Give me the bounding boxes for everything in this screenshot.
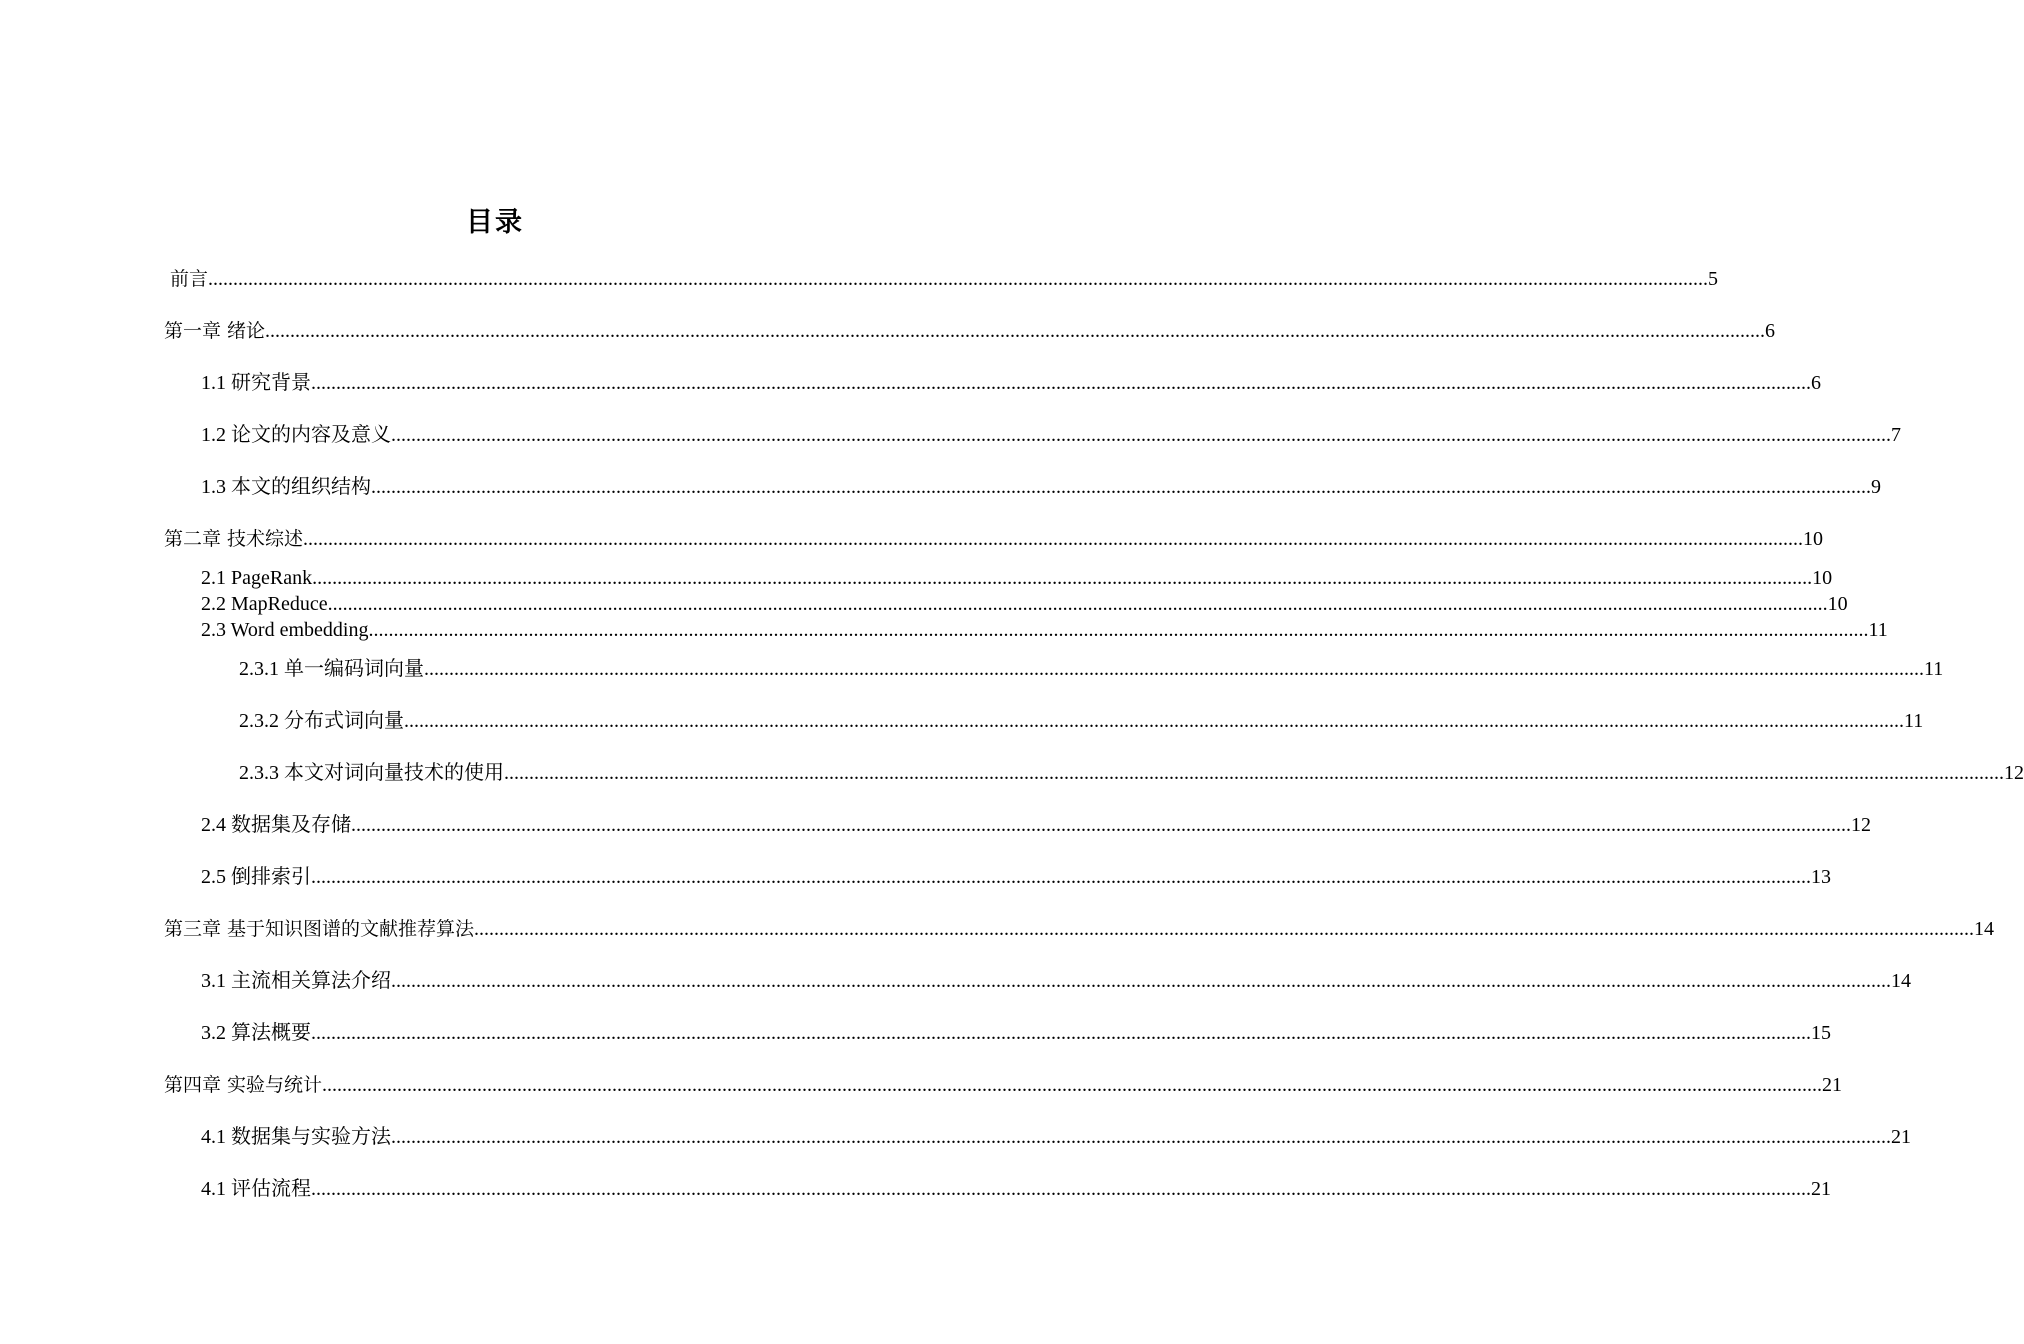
toc-leader-dots: ............................................................................................................................................................................................................................................................................................................ <box>368 619 1869 641</box>
toc-entry-label: 2.5 倒排索引 <box>201 866 311 888</box>
toc-entry[interactable] <box>201 616 1888 644</box>
toc-leader-dots: ............................................................................................................................................................................................................................................................................................................ <box>371 476 1871 498</box>
toc-entry-label: 第三章 基于知识图谱的文献推荐算法 <box>164 918 475 940</box>
toc-entry[interactable] <box>164 1071 1843 1099</box>
toc-leader-dots: ............................................................................................................................................................................................................................................................................................................ <box>327 593 1828 615</box>
toc-entry[interactable] <box>239 655 1944 683</box>
toc-entry-page: 12 <box>2004 762 2024 784</box>
toc-entry-page: 7 <box>1891 424 1901 446</box>
toc-entry-label: 1.1 研究背景 <box>201 372 311 394</box>
toc-leader-dots: ............................................................................................................................................................................................................................................................................................................ <box>303 528 1804 550</box>
toc-entry-page: 21 <box>1811 1178 1831 1200</box>
toc-leader-dots: ............................................................................................................................................................................................................................................................................................................ <box>311 866 1811 888</box>
toc-entry-label: 2.3.3 本文对词向量技术的使用 <box>239 762 504 784</box>
toc-entry[interactable] <box>201 590 1848 618</box>
toc-entry[interactable] <box>164 317 1776 345</box>
toc-entry-page: 21 <box>1822 1074 1843 1096</box>
toc-leader-dots: ............................................................................................................................................................................................................................................................................................................ <box>391 970 1891 992</box>
toc-leader-dots: ............................................................................................................................................................................................................................................................................................................ <box>351 814 1851 836</box>
toc-entry-label: 1.3 本文的组织结构 <box>201 476 371 498</box>
toc-leader-dots: ............................................................................................................................................................................................................................................................................................................ <box>265 320 1766 342</box>
toc-leader-dots: ............................................................................................................................................................................................................................................................................................................ <box>504 762 2004 784</box>
toc-entry-page: 6 <box>1765 320 1776 342</box>
toc-entry-page: 14 <box>1891 970 1911 992</box>
toc-entry-page: 10 <box>1803 528 1824 550</box>
toc-entry[interactable] <box>201 1123 1911 1151</box>
toc-leader-dots: ............................................................................................................................................................................................................................................................................................................ <box>391 1126 1891 1148</box>
toc-entry[interactable] <box>201 863 1831 891</box>
toc-leader-dots: ............................................................................................................................................................................................................................................................................................................ <box>404 710 1904 732</box>
toc-entry-page: 6 <box>1811 372 1821 394</box>
toc-leader-dots: ............................................................................................................................................................................................................................................................................................................ <box>208 268 1709 290</box>
toc-entry[interactable] <box>164 915 1995 943</box>
toc-entry[interactable] <box>239 759 2024 787</box>
toc-entry-page: 12 <box>1851 814 1871 836</box>
toc-entry[interactable] <box>201 564 1833 592</box>
toc-entry[interactable] <box>170 265 1719 293</box>
toc-entry-label: 2.3.1 单一编码词向量 <box>239 658 424 680</box>
toc-entry-page: 11 <box>1904 710 1924 732</box>
toc-entry-page: 10 <box>1827 593 1848 615</box>
toc-entry-label: 4.1 评估流程 <box>201 1178 311 1200</box>
toc-entry-page: 14 <box>1974 918 1995 940</box>
toc-entry-label: 1.2 论文的内容及意义 <box>201 424 391 446</box>
toc-entry-page: 10 <box>1812 567 1833 589</box>
toc-entry[interactable] <box>201 1019 1831 1047</box>
toc-entry-label: 3.2 算法概要 <box>201 1022 311 1044</box>
toc-entry-label: 第一章 绪论 <box>164 320 266 342</box>
toc-entry-label: 2.4 数据集及存储 <box>201 814 351 836</box>
toc-leader-dots: ............................................................................................................................................................................................................................................................................................................ <box>322 1074 1823 1096</box>
toc-entry[interactable] <box>201 967 1911 995</box>
toc-entry[interactable] <box>201 369 1821 397</box>
toc-leader-dots: ............................................................................................................................................................................................................................................................................................................ <box>474 918 1975 940</box>
toc-entry-page: 15 <box>1811 1022 1831 1044</box>
toc-entry-label: 2.2 MapReduce <box>201 593 328 615</box>
toc-leader-dots: ............................................................................................................................................................................................................................................................................................................ <box>311 1178 1811 1200</box>
toc-entry-label: 第四章 实验与统计 <box>164 1074 323 1096</box>
toc-entry[interactable] <box>201 1175 1831 1203</box>
toc-entry-page: 9 <box>1871 476 1881 498</box>
toc-title: 目录 <box>466 207 524 238</box>
toc-entry[interactable] <box>239 707 1924 735</box>
toc-entry-page: 11 <box>1868 619 1888 641</box>
toc-entry-label: 第二章 技术综述 <box>164 528 304 550</box>
toc-entry[interactable] <box>201 473 1881 501</box>
toc-entry-label: 2.1 PageRank <box>201 567 313 589</box>
toc-entry-label: 前言 <box>170 268 209 290</box>
toc-entry-label: 2.3 Word embedding <box>201 619 369 641</box>
toc-entry[interactable] <box>201 811 1871 839</box>
toc-entry[interactable] <box>201 421 1901 449</box>
toc-entry-label: 2.3.2 分布式词向量 <box>239 710 404 732</box>
toc-leader-dots: ............................................................................................................................................................................................................................................................................................................ <box>311 1022 1811 1044</box>
toc-entry-page: 5 <box>1708 268 1719 290</box>
toc-entry-page: 21 <box>1891 1126 1911 1148</box>
toc-leader-dots: ............................................................................................................................................................................................................................................................................................................ <box>311 372 1811 394</box>
toc-leader-dots: ............................................................................................................................................................................................................................................................................................................ <box>424 658 1924 680</box>
toc-entry-page: 11 <box>1924 658 1944 680</box>
toc-leader-dots: ............................................................................................................................................................................................................................................................................................................ <box>312 567 1813 589</box>
toc-entry-page: 13 <box>1811 866 1831 888</box>
toc-entry-label: 3.1 主流相关算法介绍 <box>201 970 391 992</box>
toc-leader-dots: ............................................................................................................................................................................................................................................................................................................ <box>391 424 1891 446</box>
toc-entry-label: 4.1 数据集与实验方法 <box>201 1126 391 1148</box>
toc-entry[interactable] <box>164 525 1824 553</box>
